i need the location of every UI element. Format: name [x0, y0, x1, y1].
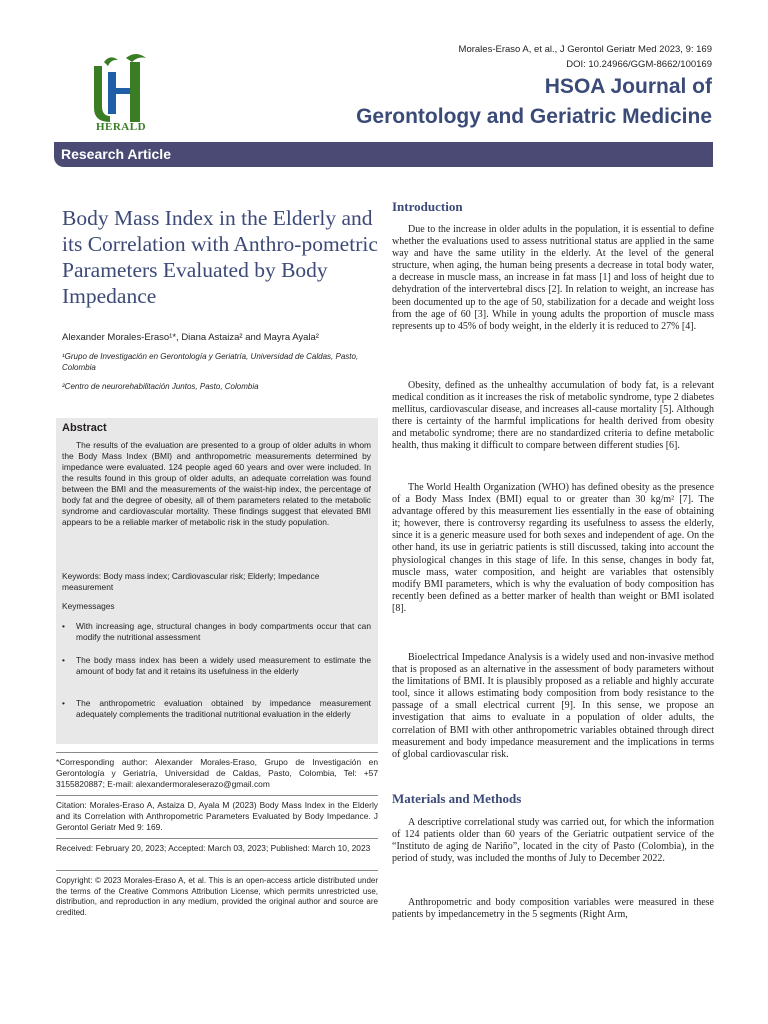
article-type-label: Research Article	[61, 146, 171, 162]
keymessage-item	[62, 698, 371, 720]
authors: Alexander Morales-Eraso¹*, Diana Astaiza² and Mayra Ayala²	[62, 332, 319, 343]
bullet-icon: •	[62, 655, 65, 665]
affiliation-1: ¹Grupo de Investigación en Gerontología y Geriatría, Universidad de Caldas, Pasto, Colombia	[62, 352, 359, 372]
citation-line: Morales-Eraso A, et al., J Gerontol Geriatr Med 2023, 9: 169	[458, 44, 712, 55]
paragraph: The World Health Organization (WHO) has defined obesity as the presence of a Body Mass Index (BMI) equal to or greater than 30 kg/m² [7]. The advantage offered by this measurement lies essentially in the ease of obtaining it; however, there is controversy regarding its usefulness to assess the elderly, since it is a generic measure used for both sexes and independent of age. On the other hand, its use in geriatric patients is still discussed, taking into account the physiological changes in this stage of life. In this sense, changes in body fat, muscle mass, water composition, and height are variables that ostensibly modify BMI parameters, which is why the evaluation of body composition has recently been defined as a better marker of health than weight or BMI isolated [8].	[392, 482, 714, 614]
journal-name-line1: HSOA Journal of	[544, 75, 712, 98]
citation-header	[459, 42, 712, 72]
divider	[56, 752, 378, 753]
affiliation-2: ²Centro de neurorehabilitación Juntos, Pasto, Colombia	[62, 382, 259, 391]
dates-note: Received: February 20, 2023; Accepted: March 03, 2023; Published: March 10, 2023	[56, 843, 371, 853]
bullet-icon: •	[62, 621, 65, 631]
divider	[56, 870, 378, 871]
keymessage-item	[62, 621, 371, 643]
section-heading-introduction: Introduction	[392, 199, 463, 214]
logo-text: HERALD	[95, 121, 147, 133]
paragraph: A descriptive correlational study was carried out, for which the information of 124 patients older than 60 years of the Geriatric outpatient service of the “Instituto de aging de Nariño”, located in the city of Pasto (Colombia), in the period of study, was included the months of July to December 2022.	[392, 817, 714, 865]
doi-line[interactable]: DOI: 10.24966/GGM-8662/100169	[566, 59, 712, 70]
abstract-heading: Abstract	[62, 422, 107, 434]
bullet-icon: •	[62, 698, 65, 708]
abstract-body: The results of the evaluation are presented to a group of older adults in whom the Body Mass Index (BMI) and anthropometric measurements determined by impedance were evaluated. 124 people aged 60 years and over were included. In the results found in this group of older adults, an adequate correlation was found between the BMI and the measurements of the waist-hip index, the percentage of body fat and the degree of obesity, all of them parameters related to the metabolic syndrome and cardiovascular mortality. These findings suggest that elevated BMI appears to be a reliable marker of metabolic risk in the study population.	[62, 440, 371, 527]
corresponding-author: *Corresponding author: Alexander Morales-Eraso, Grupo de Investigación en Gerontología y Geriatría, Universidad de Caldas, Pasto, Colombia, Tel: +57 3155820887; E-mail: alexandermoraleserazo@gmail.com	[56, 757, 378, 789]
paragraph: Obesity, defined as the unhealthy accumulation of body fat, is a relevant medical condition as it increases the risk of metabolic syndrome, type 2 diabetes mellitus, cardiovascular disease, and increases all-cause mortality [5]. Although there is certainty of the harmful implications for health derived from obesity and metabolic syndrome; there are no standardized criteria to define metabolic health, thus making it difficult to compare between different studies [6].	[392, 380, 714, 452]
divider	[56, 838, 378, 839]
article-title: Body Mass Index in the Elderly and its Correlation with Anthro-pometric Parameters Evaluated by Body Impedance	[62, 206, 378, 308]
article-type-banner	[54, 142, 713, 167]
section-heading-methods: Materials and Methods	[392, 791, 522, 806]
keymessages-heading: Keymessages	[62, 601, 115, 611]
paragraph: Bioelectrical Impedance Analysis is a widely used and non-invasive method that is proposed as an alternative in the assessment of body parameters without the limitations of BMI. It is plausibly proposed as a reliable and highly accurate tool, since it allows estimating body composition from body resistance to the passage of a small electrical current [9]. In this sense, we propose an investigation that aims to evaluate in a population of older adults, the correlation of BMI with other anthropometric variables obtained through direct measurement and body impedance measurement and the implications in terms of global cardiovascular risk.	[392, 652, 714, 760]
keymessage-item	[62, 655, 371, 677]
paragraph: Anthropometric and body composition variables were measured in these patients by impedancemetry in the 5 segments (Right Arm,	[392, 897, 714, 921]
paragraph: Due to the increase in older adults in the population, it is essential to define whether the evaluations used to assess nutritional status are applied in the same way and have the same utility in the elderly. At the level of the general structure, when aging, the human being presents a decrease in total body water, a decrease in muscle mass, an increase in fat mass [1] and loss of height due to dehydration of the intervertebral discs [2]. In relation to weight, an increase has been documented up to the age of 50, stabilization for a decade and weight loss from the age of 60 [3]. While in young adults the proportion of muscle mass represents up to 45% of body weight, in the elderly it is reduced to 27% [4].	[392, 224, 714, 332]
keymessage-text: The body mass index has been a widely used measurement to estimate the amount of body fat and it retains its usefulness in the elderly	[76, 655, 371, 676]
divider	[56, 795, 378, 796]
journal-name	[356, 72, 712, 132]
journal-name-line2: Gerontology and Geriatric Medicine	[356, 105, 712, 128]
copyright-note: Copyright: © 2023 Morales-Eraso A, et al. This is an open-access article distributed under the terms of the Creative Commons Attribution License, which permits unrestricted use, distribution, and reproduction in any medium, provided the original author and source are credited.	[56, 876, 378, 917]
keywords: Keywords: Body mass index; Cardiovascular risk; Elderly; Impedance measurement	[62, 571, 320, 592]
citation-note: Citation: Morales-Eraso A, Astaiza D, Ayala M (2023) Body Mass Index in the Elderly and its Correlation with Anthropometric Parameters Evaluated by Body Impedance. J Gerontol Geriatr Med 9: 169.	[56, 800, 378, 832]
keymessage-text: The anthropometric evaluation obtained by impedance measurement adequately complements the traditional nutritional evaluation in the elderly	[76, 698, 371, 719]
keymessage-text: With increasing age, structural changes in body compartments occur that can modify the nutritional assessment	[76, 621, 371, 642]
